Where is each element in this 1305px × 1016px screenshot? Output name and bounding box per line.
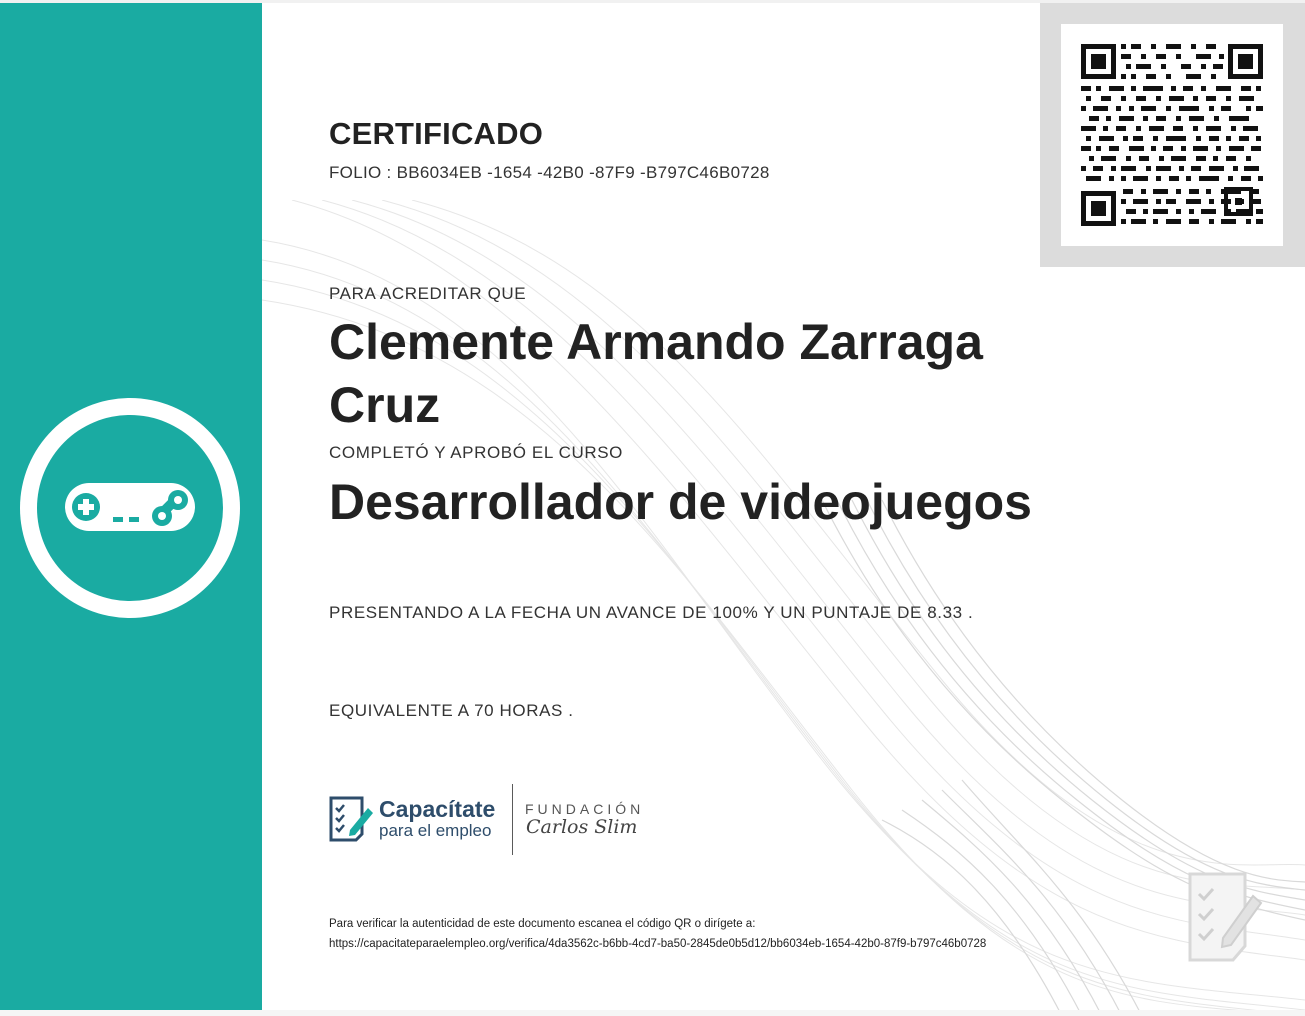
hours-statement: EQUIVALENTE A 70 HORAS .: [329, 701, 574, 720]
folio-number: FOLIO : BB6034EB -1654 -42B0 -87F9 -B797C46B0728: [329, 163, 770, 182]
checklist-icon: [1185, 866, 1265, 970]
qr-code-image: [1081, 44, 1263, 226]
bottom-border: [0, 1010, 1305, 1016]
completed-label: COMPLETÓ Y APROBÓ EL CURSO: [329, 443, 623, 462]
certificate-title: CERTIFICADO: [329, 116, 544, 151]
logo-divider: [512, 784, 513, 855]
foundation-label: FUNDACIÓN: [525, 801, 645, 817]
gamepad-icon: [37, 415, 223, 601]
brand-name: Capacítate: [379, 796, 496, 822]
badge-inner: [37, 415, 223, 601]
qr-frame: [1040, 3, 1305, 267]
brand-subtitle: para el empleo: [379, 821, 492, 840]
sponsor-logo: [328, 782, 668, 858]
qr-code[interactable]: [1061, 24, 1283, 246]
progress-statement: PRESENTANDO A LA FECHA UN AVANCE DE 100% Y UN PUNTAJE DE 8.33 .: [329, 603, 974, 622]
verification-url[interactable]: https://capacitateparaelempleo.org/verifica/4da3562c-b6bb-4cd7-ba50-2845de0b5d12/bb6034eb-1654-42b0-87f9-b797c46b0728: [329, 938, 987, 950]
course-badge: [20, 398, 240, 618]
course-name: Desarrollador de videojuegos: [329, 474, 1032, 530]
checklist-logo-icon: [328, 794, 374, 844]
foundation-name: Carlos Slim: [526, 816, 638, 838]
recipient-name: Clemente Armando Zarraga Cruz: [329, 314, 983, 433]
verification-instruction: Para verificar la autenticidad de este documento escanea el código QR o dirígete a:: [329, 918, 756, 930]
accredit-label: PARA ACREDITAR QUE: [329, 284, 527, 303]
